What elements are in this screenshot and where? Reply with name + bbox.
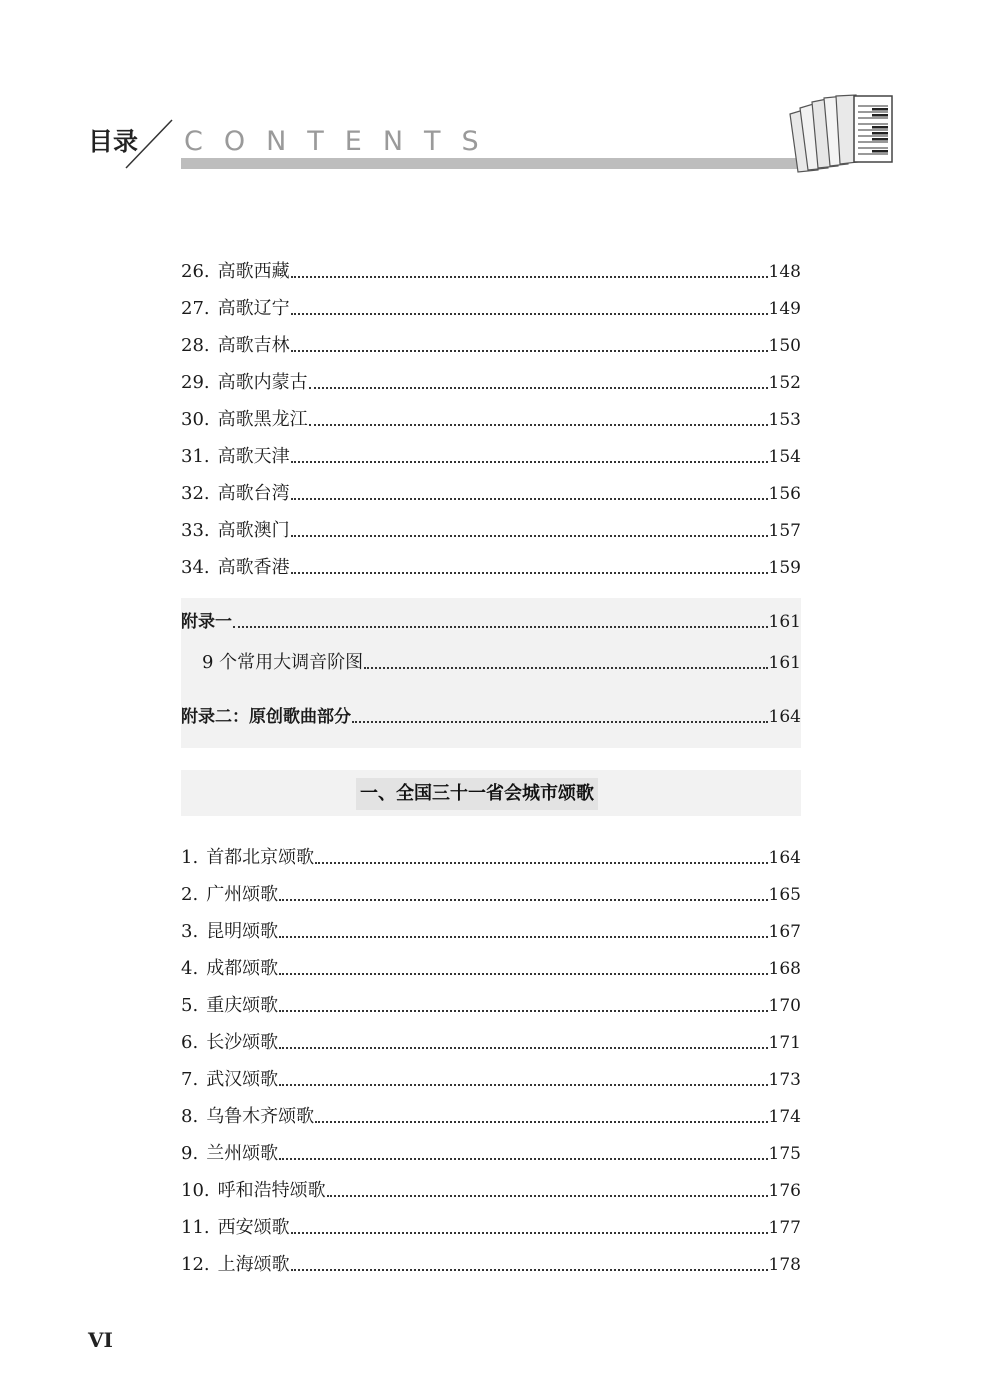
toc-entry-label: 6. 长沙颂歌 xyxy=(181,1032,279,1053)
toc-title-cn: 目录 xyxy=(88,127,139,156)
leader-dots xyxy=(352,721,768,723)
toc-entry-page: 161 xyxy=(768,653,801,673)
toc-entry-page: 168 xyxy=(768,959,801,979)
toc-entry-label: 29. 高歌内蒙古 xyxy=(181,372,308,393)
toc-entry-label: 28. 高歌吉林 xyxy=(181,335,290,356)
toc-entry[interactable] xyxy=(181,479,801,505)
toc-entry-page: 157 xyxy=(768,521,801,541)
toc-entry[interactable] xyxy=(181,1102,801,1128)
toc-entry[interactable] xyxy=(181,368,801,394)
toc-entry-label: 附录二：原创歌曲部分 xyxy=(181,707,351,727)
toc-entry-page: 149 xyxy=(768,299,801,319)
toc-entry-page: 164 xyxy=(768,848,801,868)
toc-entry[interactable] xyxy=(181,331,801,357)
leader-dots xyxy=(315,862,767,864)
leader-dots xyxy=(291,276,768,278)
toc-entry-page: 153 xyxy=(768,410,801,430)
toc-entry-label: 3. 昆明颂歌 xyxy=(181,921,279,942)
leader-dots xyxy=(279,1158,767,1160)
toc-entry[interactable] xyxy=(181,553,801,579)
toc-entry[interactable] xyxy=(181,1028,801,1054)
leader-dots xyxy=(279,1010,767,1012)
toc-entry[interactable] xyxy=(181,991,801,1017)
toc-entry-page: 161 xyxy=(768,612,801,632)
toc-entry[interactable] xyxy=(181,880,801,906)
leader-dots xyxy=(327,1195,768,1197)
toc-entry[interactable] xyxy=(181,1176,801,1202)
leader-dots xyxy=(291,350,768,352)
toc-entry-label: 12. 上海颂歌 xyxy=(181,1254,290,1275)
toc-appendix-2[interactable] xyxy=(181,702,801,728)
toc-entry-page: 167 xyxy=(768,922,801,942)
leader-dots xyxy=(233,626,768,628)
leader-dots xyxy=(291,461,768,463)
toc-entry[interactable] xyxy=(181,516,801,542)
toc-entry-page: 170 xyxy=(768,996,801,1016)
toc-entry-page: 165 xyxy=(768,885,801,905)
toc-entry-page: 177 xyxy=(768,1218,801,1238)
leader-dots xyxy=(364,667,767,669)
toc-entry-page: 174 xyxy=(768,1107,801,1127)
leader-dots xyxy=(279,936,767,938)
leader-dots xyxy=(279,973,767,975)
toc-appendix-1[interactable] xyxy=(181,607,801,633)
toc-entry[interactable] xyxy=(181,405,801,431)
toc-entry[interactable] xyxy=(181,954,801,980)
leader-dots xyxy=(279,1047,767,1049)
toc-entry-label: 2. 广州颂歌 xyxy=(181,884,279,905)
toc-entry[interactable] xyxy=(181,442,801,468)
header-bar xyxy=(181,158,811,169)
leader-dots xyxy=(279,1084,767,1086)
toc-appendix-1-sub[interactable] xyxy=(181,648,801,674)
toc-entry[interactable] xyxy=(181,257,801,283)
toc-entry-page: 178 xyxy=(768,1255,801,1275)
toc-entry-label: 27. 高歌辽宁 xyxy=(181,298,290,319)
page-number: VI xyxy=(88,1328,113,1352)
toc-entry-label: 34. 高歌香港 xyxy=(181,557,290,578)
toc-entry-page: 148 xyxy=(768,262,801,282)
header-slash-divider xyxy=(124,118,174,170)
toc-entry-page: 152 xyxy=(768,373,801,393)
toc-entry-label: 8. 乌鲁木齐颂歌 xyxy=(181,1106,315,1127)
toc-entry-label: 32. 高歌台湾 xyxy=(181,483,290,504)
toc-entry-label: 7. 武汉颂歌 xyxy=(181,1069,279,1090)
toc-entry-label: 33. 高歌澳门 xyxy=(181,520,290,541)
leader-dots xyxy=(291,535,768,537)
toc-entry-label: 10. 呼和浩特颂歌 xyxy=(181,1180,326,1201)
toc-entry[interactable] xyxy=(181,1139,801,1165)
toc-entry[interactable] xyxy=(181,294,801,320)
accordion-icon xyxy=(784,92,898,176)
toc-entry-label: 11. 西安颂歌 xyxy=(181,1217,290,1238)
leader-dots xyxy=(291,572,768,574)
toc-entry[interactable] xyxy=(181,843,801,869)
leader-dots xyxy=(279,899,767,901)
toc-entry-page: 150 xyxy=(768,336,801,356)
leader-dots xyxy=(309,387,768,389)
toc-entry-label: 附录一 xyxy=(181,612,232,632)
toc-entry[interactable] xyxy=(181,1065,801,1091)
toc-entry-label: 9. 兰州颂歌 xyxy=(181,1143,279,1164)
toc-entry-page: 164 xyxy=(768,707,801,727)
leader-dots xyxy=(291,498,768,500)
toc-entry-label: 30. 高歌黑龙江 xyxy=(181,409,308,430)
toc-entry-page: 159 xyxy=(768,558,801,578)
toc-title-en: CONTENTS xyxy=(184,126,500,157)
toc-entry-page: 156 xyxy=(768,484,801,504)
toc-entry[interactable] xyxy=(181,1213,801,1239)
toc-entry-page: 154 xyxy=(768,447,801,467)
leader-dots xyxy=(291,1269,768,1271)
toc-entry[interactable] xyxy=(181,1250,801,1276)
toc-entry-label: 9 个常用大调音阶图 xyxy=(202,652,364,673)
leader-dots xyxy=(291,1232,768,1234)
toc-entry-page: 171 xyxy=(768,1033,801,1053)
leader-dots xyxy=(291,313,768,315)
section-heading: 一、全国三十一省会城市颂歌 xyxy=(356,778,598,810)
toc-entry-page: 173 xyxy=(768,1070,801,1090)
toc-entry-label: 4. 成都颂歌 xyxy=(181,958,279,979)
toc-entry-page: 175 xyxy=(768,1144,801,1164)
toc-entry-label: 1. 首都北京颂歌 xyxy=(181,847,315,868)
toc-entry-label: 31. 高歌天津 xyxy=(181,446,290,467)
toc-entry-label: 5. 重庆颂歌 xyxy=(181,995,279,1016)
toc-entry-page: 176 xyxy=(768,1181,801,1201)
leader-dots xyxy=(309,424,768,426)
toc-entry-label: 26. 高歌西藏 xyxy=(181,261,290,282)
toc-entry[interactable] xyxy=(181,917,801,943)
leader-dots xyxy=(315,1121,767,1123)
